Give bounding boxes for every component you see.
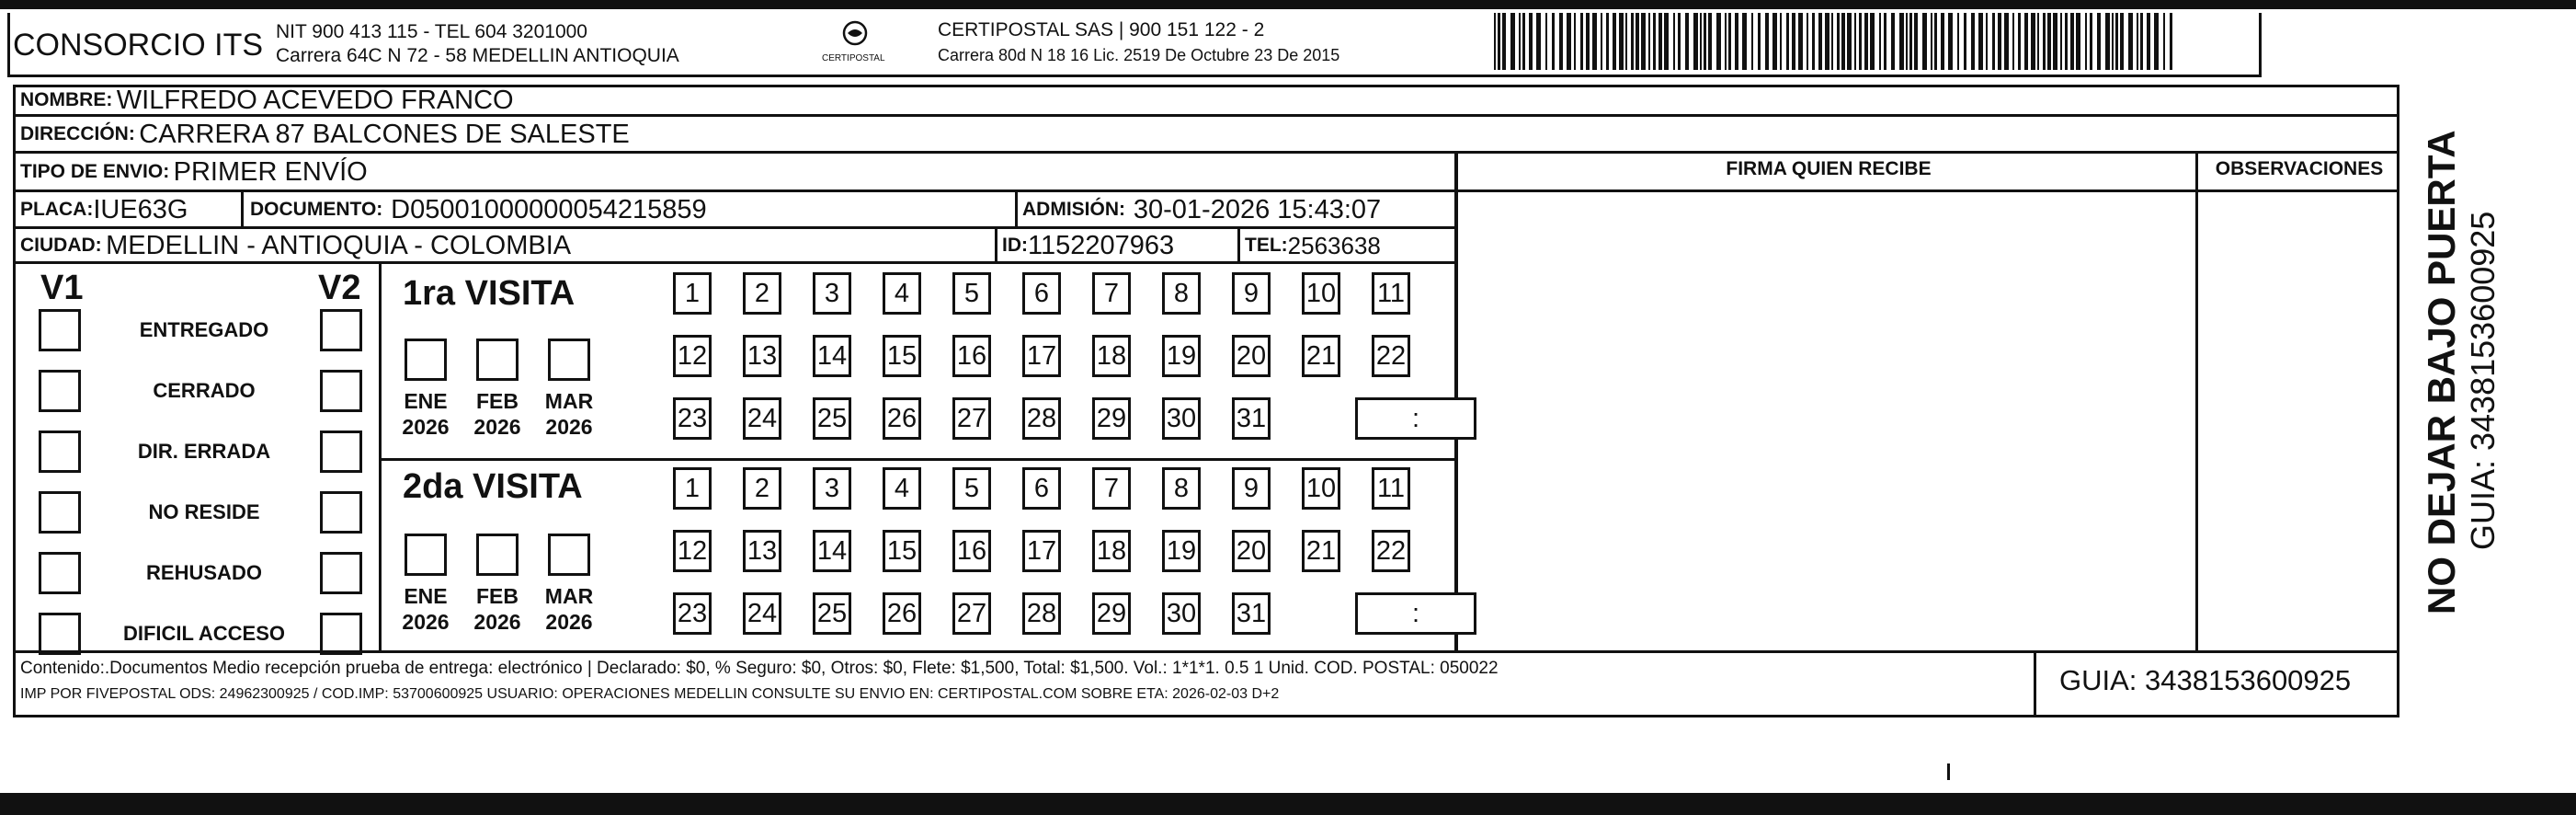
day-box[interactable]: 15 [883, 530, 921, 572]
barcode-bar [1619, 13, 1624, 70]
v1-checkbox[interactable] [39, 370, 81, 412]
ciudad-value: MEDELLIN - ANTIOQUIA - COLOMBIA [106, 230, 572, 260]
status-label: ENTREGADO [139, 318, 269, 341]
side-guia: GUIA: 3438153600925 [2464, 211, 2502, 550]
barcode-bar [1870, 13, 1875, 70]
day-box[interactable]: 24 [743, 397, 781, 440]
day-box[interactable]: 18 [1092, 335, 1131, 377]
barcode-bar [1529, 13, 1533, 70]
day-box[interactable]: 16 [952, 335, 991, 377]
barcode-bar [2154, 13, 2159, 70]
barcode-bar [1765, 13, 1769, 70]
day-box[interactable]: 20 [1232, 335, 1271, 377]
day-box[interactable]: 5 [952, 272, 991, 315]
barcode-bar [1606, 13, 1609, 70]
month-label [537, 388, 601, 440]
documento-cell [250, 191, 707, 228]
ciudad-label: CIUDAD: [20, 235, 102, 256]
documento-label: DOCUMENTO: [250, 199, 383, 220]
bottom-border-bar [0, 793, 2576, 815]
day-box[interactable]: 7 [1092, 467, 1131, 510]
row-divider [379, 458, 1456, 461]
month-year: 2026 [545, 610, 593, 634]
status-label: DIR. ERRADA [137, 440, 271, 463]
side-warning: NO DEJAR BAJO PUERTA [2420, 130, 2463, 614]
barcode-bar [1522, 13, 1525, 70]
barcode-bar [1957, 13, 1959, 70]
barcode-bar [2163, 13, 2165, 70]
day-box[interactable]: 12 [673, 530, 712, 572]
day-box[interactable]: 3 [813, 272, 851, 315]
v1-checkbox[interactable] [39, 613, 81, 655]
barcode-bar [1502, 13, 1506, 70]
barcode-bar [2070, 13, 2074, 70]
courier-name: CERTIPOSTAL SAS | 900 151 122 - 2 [938, 19, 1265, 40]
day-box[interactable]: 18 [1092, 530, 1131, 572]
barcode-bar [1700, 13, 1702, 70]
obs-header [2199, 158, 2399, 180]
barcode-bar [1574, 13, 1576, 70]
v1-checkbox[interactable] [39, 491, 81, 534]
barcode-bar [1884, 13, 1886, 70]
barcode-bar [1859, 13, 1862, 70]
barcode-bar [1601, 13, 1602, 70]
v2-checkbox[interactable] [320, 552, 362, 594]
barcode-bar [1631, 13, 1634, 70]
day-box[interactable]: 4 [883, 467, 921, 510]
barcode-bar [1613, 13, 1616, 70]
tel-cell [1245, 228, 1381, 263]
barcode-bar [1934, 13, 1937, 70]
barcode-bar [1854, 13, 1856, 70]
day-box[interactable]: 1 [673, 467, 712, 510]
month-name: MAR [544, 584, 594, 608]
col-divider [1237, 228, 1240, 263]
month-label [537, 583, 601, 635]
barcode-bar [1498, 13, 1500, 70]
admision-value: 30-01-2026 15:43:07 [1133, 194, 1382, 224]
barcode-bar [1891, 13, 1895, 70]
placa-label: PLACA: [20, 199, 94, 220]
id-value: 1152207963 [1028, 230, 1175, 260]
barcode-bar [1992, 13, 1995, 70]
day-box[interactable]: 17 [1022, 530, 1061, 572]
status-label: CERRADO [153, 379, 256, 402]
month-year: 2026 [402, 610, 450, 634]
day-box[interactable]: 5 [952, 467, 991, 510]
logo-text: CERTIPOSTAL [822, 53, 885, 63]
footer-content: Contenido:.Documentos Medio recepción prueba de entrega: electrónico | Declarado: $0, % Seguro: $0, Otros: $0, Flete: $1,500, Total: $1,500. Vol.: 1*1*1. 0.5 1 Unid. COD. POSTAL: 050022 [20, 659, 1499, 678]
barcode-bar [2076, 13, 2080, 70]
barcode-bar [1841, 13, 1845, 70]
firma-header [1462, 158, 2195, 180]
barcode-bar [1693, 13, 1698, 70]
barcode-bar [2120, 13, 2124, 70]
barcode-bar [2097, 13, 2101, 70]
barcode-bar [2031, 13, 2035, 70]
barcode-bar [1559, 13, 1563, 70]
day-box[interactable]: 19 [1162, 335, 1201, 377]
nombre-value: WILFREDO ACEVEDO FRANCO [116, 85, 514, 115]
tipo-value: PRIMER ENVÍO [173, 156, 368, 187]
barcode [1494, 13, 2174, 70]
day-box[interactable]: 31 [1232, 592, 1271, 635]
scan-mark [1947, 763, 1950, 780]
day-box[interactable]: 21 [1302, 335, 1340, 377]
month-checkbox[interactable] [405, 339, 447, 381]
barcode-bar [2170, 13, 2172, 70]
month-name: FEB [476, 584, 519, 608]
ciudad-cell [20, 228, 571, 263]
placa-cell [20, 191, 188, 228]
barcode-bar [1818, 13, 1822, 70]
barcode-bar [1864, 13, 1868, 70]
admision-label: ADMISIÓN: [1022, 199, 1125, 220]
day-box[interactable]: 17 [1022, 335, 1061, 377]
month-label [465, 583, 530, 635]
barcode-bar [2004, 13, 2009, 70]
barcode-bar [2012, 13, 2014, 70]
barcode-bar [1964, 13, 1966, 70]
barcode-bar [1931, 13, 1932, 70]
barcode-bar [2043, 13, 2046, 70]
barcode-bar [1636, 13, 1639, 70]
barcode-bar [1704, 13, 1706, 70]
top-border-bar [0, 0, 2576, 9]
day-box[interactable]: 2 [743, 467, 781, 510]
v1-checkbox[interactable] [39, 309, 81, 351]
day-box[interactable]: 14 [813, 335, 851, 377]
barcode-bar [1986, 13, 1988, 70]
tel-value: 2563638 [1287, 231, 1381, 259]
obs-header-text: OBSERVACIONES [2215, 158, 2384, 179]
barcode-bar [1567, 13, 1571, 70]
day-box[interactable]: 23 [673, 592, 712, 635]
barcode-bar [1772, 13, 1777, 70]
firma-header-text: FIRMA QUIEN RECIBE [1726, 158, 1932, 179]
day-box[interactable]: 26 [883, 592, 921, 635]
month-name: ENE [404, 584, 448, 608]
barcode-bar [1922, 13, 1927, 70]
v2-checkbox[interactable] [320, 491, 362, 534]
day-box[interactable]: 16 [952, 530, 991, 572]
day-box[interactable]: 6 [1022, 467, 1061, 510]
barcode-bar [1914, 13, 1918, 70]
day-box[interactable]: 6 [1022, 272, 1061, 315]
barcode-bar [1494, 13, 1496, 70]
col-divider [2034, 653, 2036, 717]
month-checkbox[interactable] [476, 534, 519, 576]
v2-checkbox[interactable] [320, 309, 362, 351]
v1-label: V1 [40, 269, 84, 307]
barcode-bar [2037, 13, 2039, 70]
day-box[interactable]: 28 [1022, 592, 1061, 635]
day-box[interactable]: 10 [1302, 467, 1340, 510]
barcode-bar [1735, 13, 1738, 70]
barcode-bar [1906, 13, 1908, 70]
row-divider [1458, 189, 2399, 192]
barcode-bar [1971, 13, 1975, 70]
month-name: ENE [404, 389, 448, 413]
month-checkbox[interactable] [548, 339, 590, 381]
barcode-bar [1716, 13, 1721, 70]
day-box[interactable]: 27 [952, 397, 991, 440]
barcode-bar [1879, 13, 1881, 70]
barcode-bar [2085, 13, 2087, 70]
day-box[interactable]: 8 [1162, 467, 1201, 510]
month-checkbox[interactable] [548, 534, 590, 576]
barcode-bar [2147, 13, 2150, 70]
v2-checkbox[interactable] [320, 370, 362, 412]
col-divider [241, 191, 244, 226]
barcode-bar [1673, 13, 1675, 70]
day-box[interactable]: 31 [1232, 397, 1271, 440]
day-box[interactable]: 19 [1162, 530, 1201, 572]
barcode-bar [2140, 13, 2143, 70]
barcode-bar [2112, 13, 2114, 70]
barcode-bar [1685, 13, 1689, 70]
day-box[interactable]: 27 [952, 592, 991, 635]
barcode-bar [1580, 13, 1583, 70]
barcode-bar [1728, 13, 1731, 70]
barcode-bar [1708, 13, 1712, 70]
barcode-bar [2137, 13, 2138, 70]
day-box[interactable]: 28 [1022, 397, 1061, 440]
day-box[interactable]: 24 [743, 592, 781, 635]
day-box[interactable]: 26 [883, 397, 921, 440]
day-box[interactable]: 22 [1372, 335, 1410, 377]
barcode-bar [1792, 13, 1795, 70]
month-checkbox[interactable] [476, 339, 519, 381]
month-year: 2026 [473, 610, 521, 634]
day-box[interactable]: 30 [1162, 397, 1201, 440]
month-year: 2026 [545, 415, 593, 439]
day-box[interactable]: 9 [1232, 272, 1271, 315]
barcode-bar [1909, 13, 1912, 70]
barcode-bar [1751, 13, 1753, 70]
col-divider [1015, 191, 1018, 226]
barcode-bar [1978, 13, 1983, 70]
day-box[interactable]: 10 [1302, 272, 1340, 315]
barcode-bar [2060, 13, 2062, 70]
barcode-bar [2115, 13, 2118, 70]
tipo-label: TIPO DE ENVIO: [20, 161, 170, 182]
time-box[interactable]: : [1355, 592, 1476, 635]
barcode-bar [2053, 13, 2057, 70]
direccion-row [20, 117, 630, 152]
day-box[interactable]: 25 [813, 592, 851, 635]
day-box[interactable]: 30 [1162, 592, 1201, 635]
month-label [393, 583, 458, 635]
day-box[interactable]: 22 [1372, 530, 1410, 572]
id-cell [1002, 228, 1174, 263]
day-box[interactable]: 15 [883, 335, 921, 377]
barcode-bar [2128, 13, 2133, 70]
second-visit-title: 2da VISITA [403, 467, 583, 506]
barcode-bar [1592, 13, 1597, 70]
documento-value: D05001000000054215859 [391, 194, 707, 224]
barcode-bar [2047, 13, 2051, 70]
barcode-bar [1725, 13, 1727, 70]
barcode-bar [1899, 13, 1904, 70]
placa-value: IUE63G [93, 194, 188, 224]
barcode-bar [1510, 13, 1515, 70]
month-name: MAR [544, 389, 594, 413]
barcode-bar [1998, 13, 2001, 70]
v2-checkbox[interactable] [320, 613, 362, 655]
barcode-bar [1545, 13, 1547, 70]
barcode-bar [1742, 13, 1747, 70]
barcode-bar [1536, 13, 1541, 70]
month-name: FEB [476, 389, 519, 413]
day-box[interactable]: 20 [1232, 530, 1271, 572]
barcode-bar [1519, 13, 1521, 70]
month-label [393, 388, 458, 440]
status-label: REHUSADO [146, 561, 262, 584]
barcode-bar [1758, 13, 1761, 70]
admision-cell [1022, 191, 1381, 228]
time-box[interactable]: : [1355, 397, 1476, 440]
day-box[interactable]: 29 [1092, 397, 1131, 440]
barcode-bar [1678, 13, 1681, 70]
barcode-bar [1664, 13, 1669, 70]
day-box[interactable]: 23 [673, 397, 712, 440]
barcode-bar [1586, 13, 1590, 70]
v2-label: V2 [318, 269, 361, 307]
barcode-bar [2065, 13, 2068, 70]
barcode-bar [2024, 13, 2028, 70]
month-year: 2026 [473, 415, 521, 439]
v1-checkbox[interactable] [39, 552, 81, 594]
direccion-label: DIRECCIÓN: [20, 123, 135, 144]
barcode-bar [1831, 13, 1833, 70]
certipostal-logo-icon [837, 20, 873, 48]
v1-checkbox[interactable] [39, 430, 81, 473]
day-box[interactable]: 13 [743, 530, 781, 572]
barcode-bar [1648, 13, 1650, 70]
barcode-bar [1798, 13, 1803, 70]
col-divider [2195, 151, 2198, 653]
barcode-bar [2090, 13, 2092, 70]
month-label [465, 388, 530, 440]
tipo-row [20, 154, 368, 190]
footer-guia: GUIA: 3438153600925 [2059, 664, 2352, 696]
day-box[interactable]: 11 [1372, 272, 1410, 315]
direccion-value: CARRERA 87 BALCONES DE SALESTE [139, 119, 630, 149]
day-box[interactable]: 12 [673, 335, 712, 377]
status-label: DIFICIL ACCESO [122, 622, 285, 645]
barcode-bar [1658, 13, 1662, 70]
day-box[interactable]: 21 [1302, 530, 1340, 572]
day-box[interactable]: 8 [1162, 272, 1201, 315]
barcode-bar [1552, 13, 1555, 70]
nombre-label: NOMBRE: [20, 89, 113, 110]
barcode-bar [1807, 13, 1808, 70]
day-box[interactable]: 13 [743, 335, 781, 377]
nombre-row [20, 85, 514, 116]
col-divider [995, 228, 997, 263]
day-box[interactable]: 25 [813, 397, 851, 440]
footer-imp: IMP POR FIVEPOSTAL ODS: 24962300925 / COD.IMP: 53700600925 USUARIO: OPERACIONES MEDELLIN CONSULTE SU ENVIO EN: CERTIPOSTAL.COM SOBRE ETA: 2026-02-03 D+2 [20, 686, 1280, 702]
month-year: 2026 [402, 415, 450, 439]
day-box[interactable]: 4 [883, 272, 921, 315]
barcode-bar [1941, 13, 1944, 70]
barcode-bar [2105, 13, 2110, 70]
month-checkbox[interactable] [405, 534, 447, 576]
day-box[interactable]: 2 [743, 272, 781, 315]
barcode-bar [1653, 13, 1656, 70]
courier-license: Carrera 80d N 18 16 Lic. 2519 De Octubre 23 De 2015 [938, 46, 1340, 64]
barcode-bar [1825, 13, 1829, 70]
barcode-bar [1780, 13, 1782, 70]
day-box[interactable]: 1 [673, 272, 712, 315]
barcode-bar [1641, 13, 1646, 70]
day-box[interactable]: 11 [1372, 467, 1410, 510]
status-label: NO RESIDE [148, 500, 260, 523]
first-visit-title: 1ra VISITA [403, 274, 576, 313]
day-box[interactable]: 7 [1092, 272, 1131, 315]
day-box[interactable]: 3 [813, 467, 851, 510]
company-name: CONSORCIO ITS [13, 28, 264, 63]
tel-label: TEL: [1245, 235, 1288, 256]
v2-checkbox[interactable] [320, 430, 362, 473]
company-address: Carrera 64C N 72 - 58 MEDELLIN ANTIOQUIA [276, 45, 679, 66]
barcode-bar [1948, 13, 1953, 70]
day-box[interactable]: 29 [1092, 592, 1131, 635]
barcode-bar [1847, 13, 1852, 70]
day-box[interactable]: 14 [813, 530, 851, 572]
barcode-bar [1812, 13, 1815, 70]
id-label: ID: [1002, 235, 1028, 256]
company-nit: NIT 900 413 115 - TEL 604 3201000 [276, 21, 587, 42]
day-box[interactable]: 9 [1232, 467, 1271, 510]
barcode-bar [1625, 13, 1627, 70]
barcode-bar [1786, 13, 1789, 70]
barcode-bar [2018, 13, 2021, 70]
barcode-bar [1837, 13, 1840, 70]
